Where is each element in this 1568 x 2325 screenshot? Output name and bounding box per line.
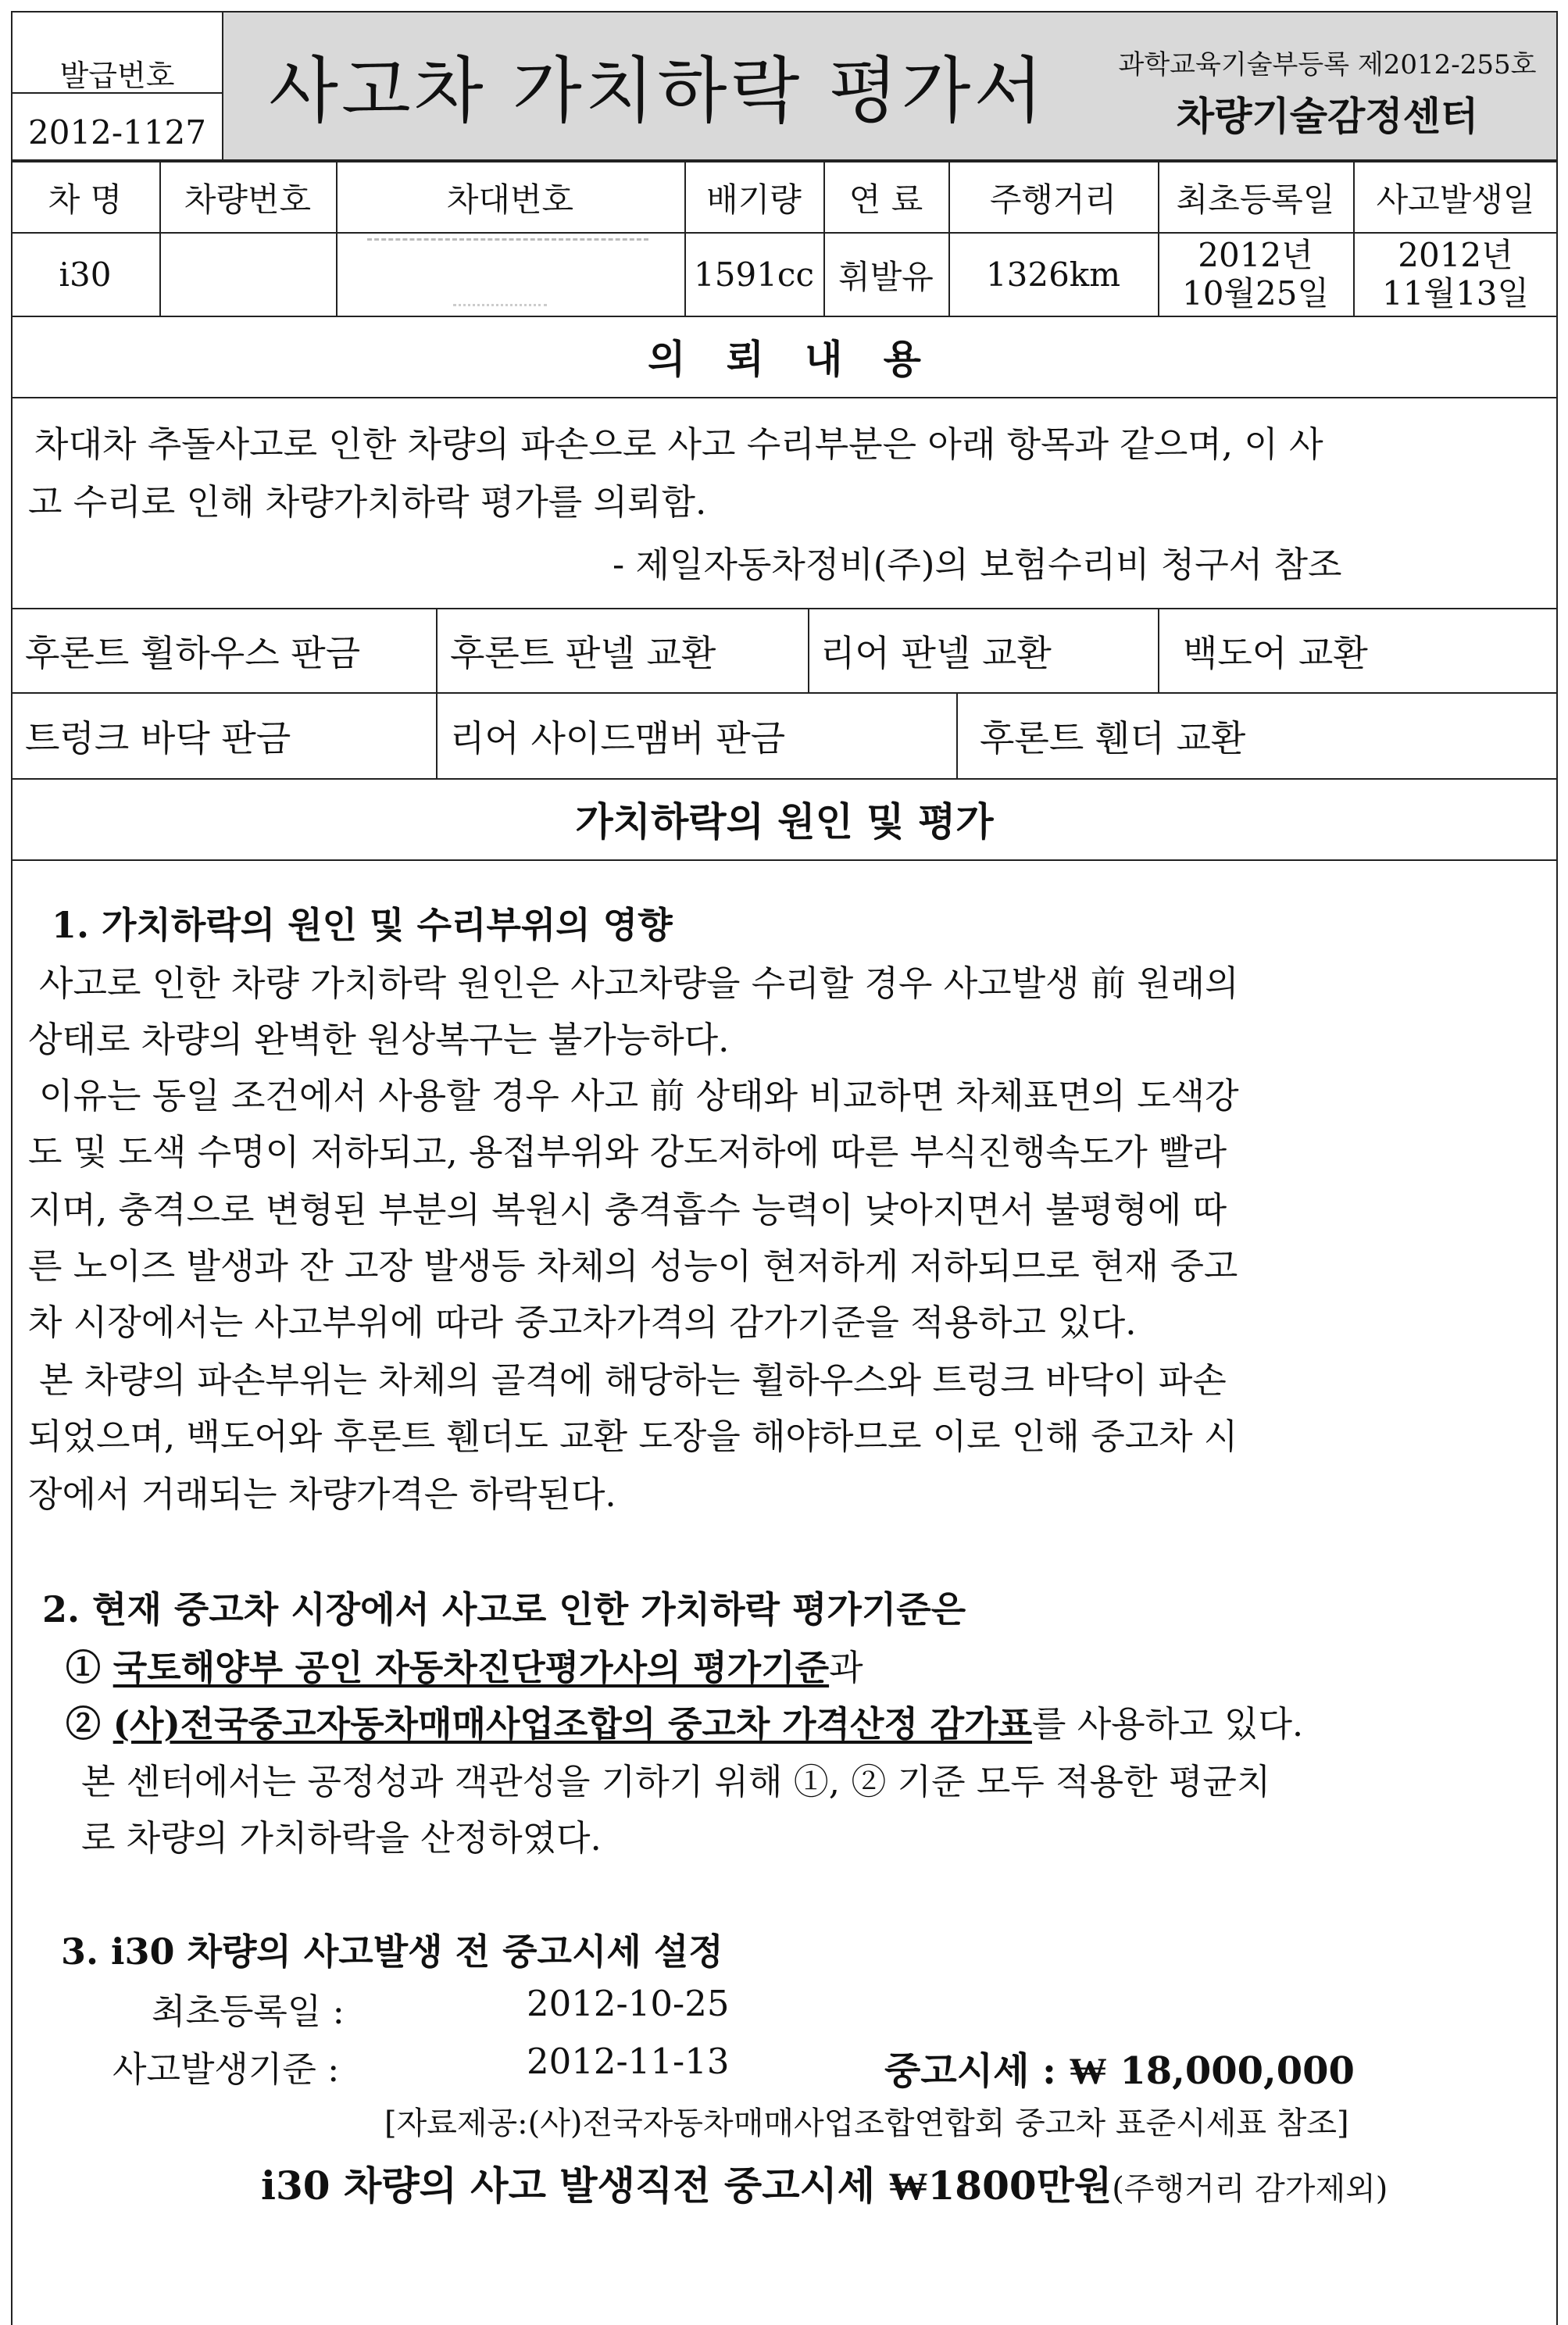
section-1-title: 1. 가치하락의 원인 및 수리부위의 영향 xyxy=(52,904,673,946)
criterion-2-tail: 를 사용하고 있다. xyxy=(1032,1703,1304,1745)
source-note: [자료제공:(사)전국자동차매매사업조합연합회 중고차 표준시세표 참조] xyxy=(384,2105,1349,2141)
section-1-line: 지며, 충격으로 변형된 부분의 복원시 충격흡수 능력이 낮아지면서 불평형에 따 xyxy=(28,1189,1227,1230)
document-title: 사고차 가치하락 평가서 xyxy=(269,49,1047,133)
evaluation-section-title: 가치하락의 원인 및 평가 xyxy=(575,798,994,845)
criterion-2-text: (사)전국중고자동차매매사업조합의 중고차 가격산정 감가표 xyxy=(113,1703,1033,1745)
value-accident-date: 2012년 11월13일 xyxy=(1381,236,1530,312)
section-1-line: 이유는 동일 조건에서 사용할 경우 사고 前 상태와 비교하면 차체표면의 도색강 xyxy=(39,1075,1239,1116)
table-header-first-registration: 최초등록일 xyxy=(1176,180,1335,219)
first-registration-label: 최초등록일 : xyxy=(152,1991,345,2032)
section-1-line: 상태로 차량의 완벽한 원상복구는 불가능하다. xyxy=(28,1019,730,1060)
request-line-2: 고 수리로 인해 차량가치하락 평가를 의뢰함. xyxy=(28,481,707,523)
section-3-title: 3. i30 차량의 사고발생 전 중고시세 설정 xyxy=(61,1930,723,1973)
market-price: 중고시세 : ₩ 18,000,000 xyxy=(884,2049,1355,2093)
section-1-line: 도 및 도색 수명이 저하되고, 용접부위와 강도저하에 따른 부식진행속도가 빨라 xyxy=(28,1131,1227,1173)
circled-number-1: ① xyxy=(66,1647,102,1688)
first-registration-value: 2012-10-25 xyxy=(527,1983,730,2024)
final-note: (주행거리 감가제외) xyxy=(1112,2171,1388,2207)
repair-item: 후론트 휀더 교환 xyxy=(980,717,1246,759)
section-1-line: 되었으며, 백도어와 후론트 휀더도 교환 도장을 해야하므로 이로 인해 중고차 시 xyxy=(28,1416,1238,1457)
value-first-registration: 2012년 10월25일 xyxy=(1181,236,1330,312)
appraisal-document xyxy=(11,11,1558,2325)
criterion-1-text: 국토해양부 공인 자동차진단평가사의 평가기준 xyxy=(113,1647,830,1688)
section-2-item-2 xyxy=(66,1695,1303,1746)
section-1-line: 사고로 인한 차량 가치하락 원인은 사고차량을 수리할 경우 사고발생 前 원래의 xyxy=(39,962,1239,1004)
value-car-name: i30 xyxy=(59,255,112,294)
value-vin-redacted xyxy=(336,234,684,316)
section-2-item-1 xyxy=(66,1639,863,1690)
circled-number-2: ② xyxy=(66,1703,102,1745)
value-fuel: 휘발유 xyxy=(838,257,934,296)
section-1-line: 장에서 거래되는 차량가격은 하락된다. xyxy=(28,1473,616,1515)
request-line-1: 차대차 추돌사고로 인한 차량의 파손으로 사고 수리부분은 아래 항목과 같으며, 이 사 xyxy=(34,423,1323,465)
final-main-text: i30 차량의 사고 발생직전 중고시세 ₩1800만원 xyxy=(261,2162,1113,2209)
accident-basis-label: 사고발생기준 : xyxy=(113,2048,340,2090)
section-2-line-3: 본 센터에서는 공정성과 객관성을 기하기 위해 ①, ② 기준 모두 적용한 평균치 xyxy=(81,1761,1271,1802)
registration-number: 과학교육기술부등록 제2012-255호 xyxy=(1118,48,1537,80)
table-header-accident-date: 사고발생일 xyxy=(1376,180,1535,219)
table-header-car-name: 차 명 xyxy=(48,180,123,219)
request-line-3: - 제일자동차정비(주)의 보험수리비 청구서 참조 xyxy=(613,544,1342,585)
table-header-plate: 차량번호 xyxy=(184,180,312,219)
value-mileage: 1326km xyxy=(985,255,1121,294)
issue-label: 발급번호 xyxy=(59,58,175,93)
repair-item: 후론트 휠하우스 판금 xyxy=(25,632,361,674)
repair-item: 리어 판넬 교환 xyxy=(820,632,1052,674)
request-section-title: 의 뢰 내 용 xyxy=(648,336,921,382)
final-market-price-statement xyxy=(261,2155,1388,2211)
table-header-displacement: 배기량 xyxy=(706,180,802,219)
repair-item: 트렁크 바닥 판금 xyxy=(25,717,291,759)
table-header-vin: 차대번호 xyxy=(446,180,574,219)
value-displacement: 1591cc xyxy=(694,255,814,294)
section-1-line: 른 노이즈 발생과 잔 고장 발생등 차체의 성능이 현저하게 저하되므로 현재 중고 xyxy=(28,1245,1238,1287)
issue-number: 2012-1127 xyxy=(28,112,206,152)
section-2-line-4: 로 차량의 가치하락을 산정하였다. xyxy=(81,1817,602,1859)
repair-item: 후론트 판넬 교환 xyxy=(450,632,716,674)
accident-basis-value: 2012-11-13 xyxy=(527,2041,730,2082)
section-1-line: 차 시장에서는 사고부위에 따라 중고차가격의 감가기준을 적용하고 있다. xyxy=(28,1302,1137,1343)
table-header-mileage: 주행거리 xyxy=(989,180,1117,219)
table-header-fuel: 연 료 xyxy=(848,180,923,219)
section-2-title: 2. 현재 중고차 시장에서 사고로 인한 가치하락 평가기준은 xyxy=(42,1588,966,1630)
value-plate xyxy=(159,234,336,316)
section-1-line: 본 차량의 파손부위는 차체의 골격에 해당하는 휠하우스와 트렁크 바닥이 파손 xyxy=(39,1359,1227,1401)
repair-item: 백도어 교환 xyxy=(1183,632,1368,674)
repair-item: 리어 사이드맴버 판금 xyxy=(450,717,786,759)
criterion-1-tail: 과 xyxy=(829,1647,863,1688)
center-name: 차량기술감정센터 xyxy=(1176,93,1479,139)
